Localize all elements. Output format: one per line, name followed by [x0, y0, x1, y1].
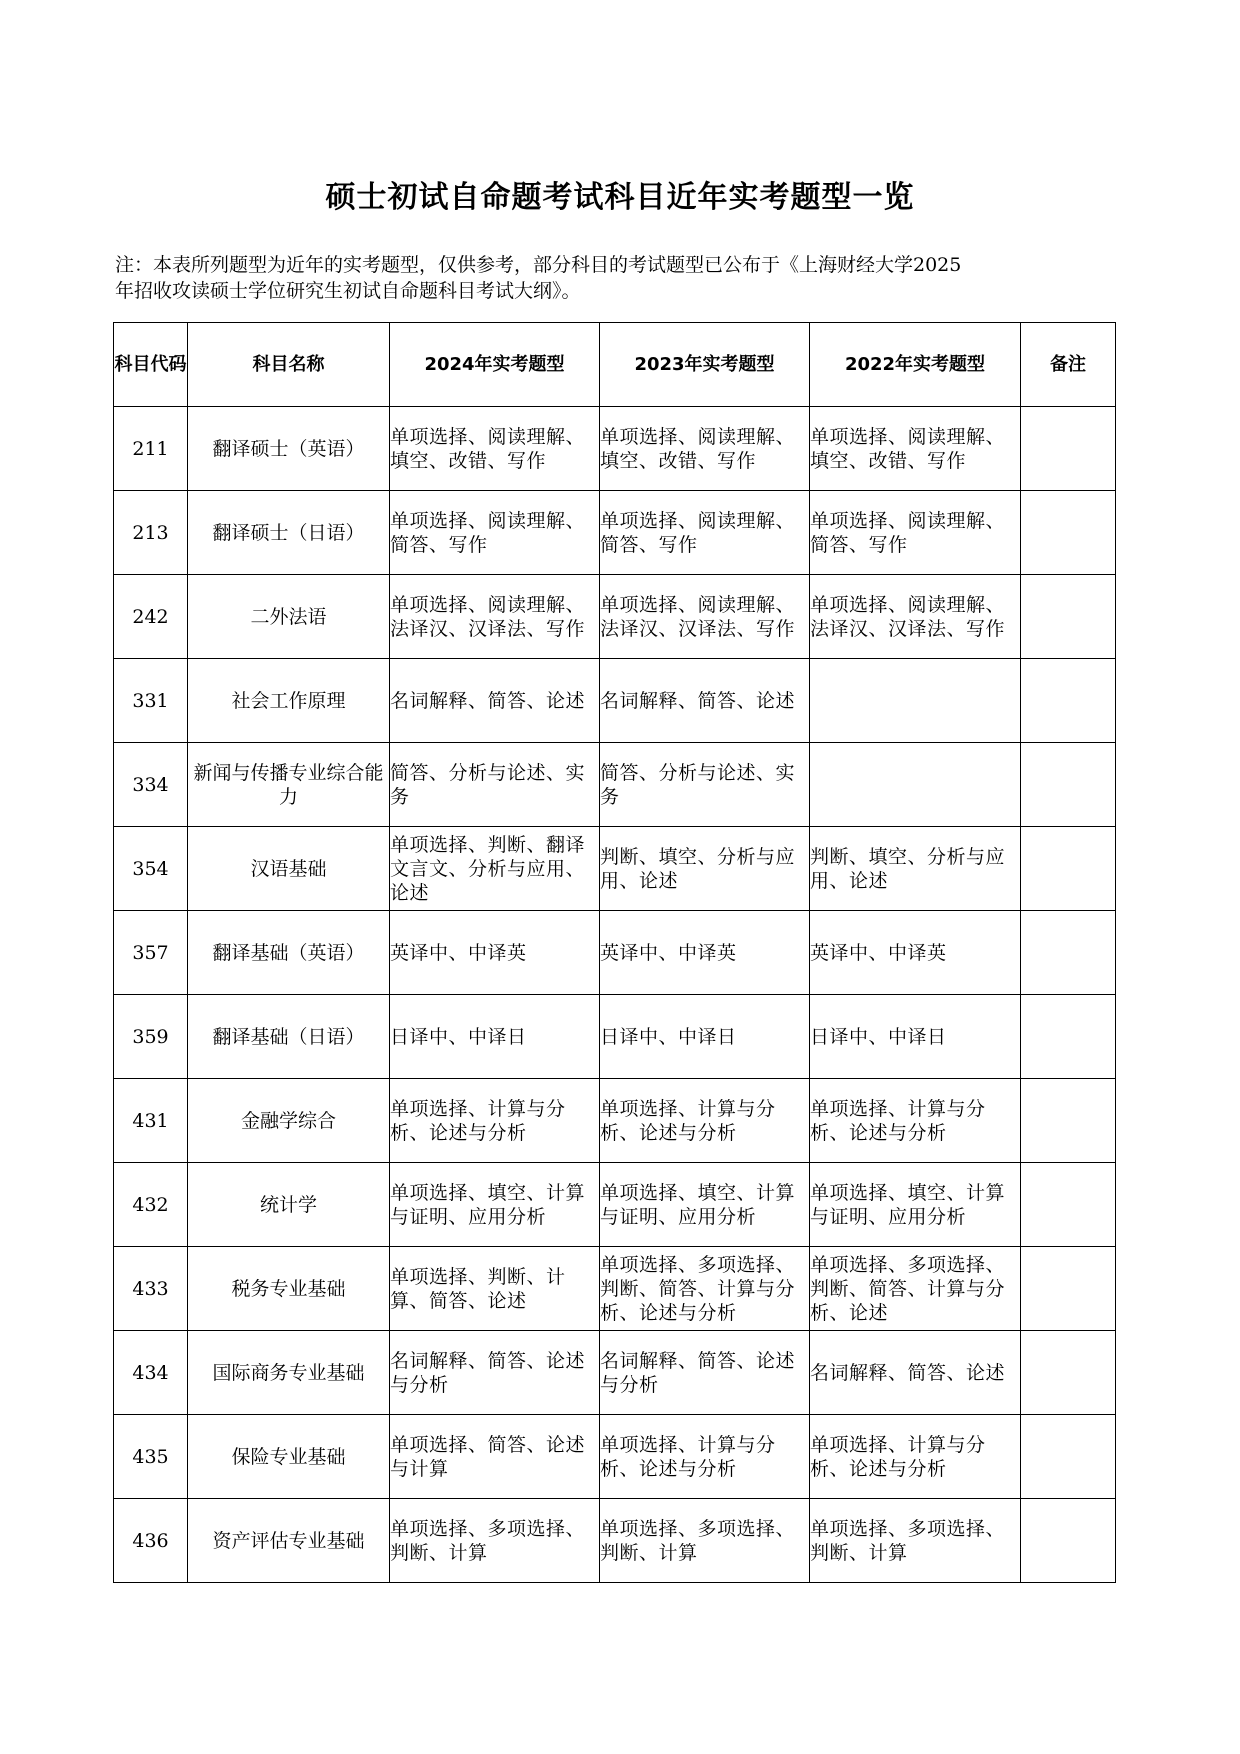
cell-name: 新闻与传播专业综合能力 [188, 743, 390, 827]
cell-code: 431 [114, 1079, 188, 1163]
cell-2022: 判断、填空、分析与应用、论述 [810, 827, 1021, 911]
cell-2023: 英译中、中译英 [600, 911, 810, 995]
cell-2023: 判断、填空、分析与应用、论述 [600, 827, 810, 911]
table-row [114, 911, 1116, 995]
cell-2022: 单项选择、计算与分析、论述与分析 [810, 1415, 1021, 1499]
cell-code: 354 [114, 827, 188, 911]
cell-remark [1021, 575, 1116, 659]
header-2022: 2022年实考题型 [810, 323, 1021, 407]
cell-remark [1021, 1247, 1116, 1331]
cell-2022: 日译中、中译日 [810, 995, 1021, 1079]
note-line-2: 年招收攻读硕士学位研究生初试自命题科目考试大纲》。 [115, 280, 581, 302]
header-name: 科目名称 [188, 323, 390, 407]
cell-name: 统计学 [188, 1163, 390, 1247]
cell-remark [1021, 659, 1116, 743]
cell-remark [1021, 407, 1116, 491]
note [115, 252, 1115, 304]
exam-type-table [113, 322, 1116, 1583]
cell-remark [1021, 1331, 1116, 1415]
header-2023: 2023年实考题型 [600, 323, 810, 407]
cell-remark [1021, 1079, 1116, 1163]
cell-2024: 单项选择、阅读理解、填空、改错、写作 [390, 407, 600, 491]
cell-code: 433 [114, 1247, 188, 1331]
cell-name: 翻译基础（英语） [188, 911, 390, 995]
cell-code: 436 [114, 1499, 188, 1583]
cell-2022: 英译中、中译英 [810, 911, 1021, 995]
cell-remark [1021, 1499, 1116, 1583]
cell-remark [1021, 911, 1116, 995]
cell-2024: 英译中、中译英 [390, 911, 600, 995]
cell-code: 359 [114, 995, 188, 1079]
cell-code: 211 [114, 407, 188, 491]
cell-2022: 单项选择、计算与分析、论述与分析 [810, 1079, 1021, 1163]
table-row [114, 659, 1116, 743]
cell-2022: 单项选择、阅读理解、法译汉、汉译法、写作 [810, 575, 1021, 659]
table-row [114, 575, 1116, 659]
cell-2023: 单项选择、阅读理解、法译汉、汉译法、写作 [600, 575, 810, 659]
cell-2024: 日译中、中译日 [390, 995, 600, 1079]
cell-2022 [810, 743, 1021, 827]
cell-remark [1021, 995, 1116, 1079]
cell-remark [1021, 1163, 1116, 1247]
cell-2023: 名词解释、简答、论述与分析 [600, 1331, 810, 1415]
table-row [114, 1163, 1116, 1247]
cell-remark [1021, 827, 1116, 911]
note-line-1: 注：本表所列题型为近年的实考题型，仅供参考，部分科目的考试题型已公布于《上海财经大学2025 [115, 254, 962, 276]
header-code: 科目代码 [114, 323, 188, 407]
table-row [114, 1331, 1116, 1415]
cell-2022: 单项选择、阅读理解、简答、写作 [810, 491, 1021, 575]
cell-2023: 单项选择、多项选择、判断、简答、计算与分析、论述与分析 [600, 1247, 810, 1331]
cell-remark [1021, 491, 1116, 575]
table-body [114, 407, 1116, 1583]
table-row [114, 1247, 1116, 1331]
cell-name: 二外法语 [188, 575, 390, 659]
cell-2023: 日译中、中译日 [600, 995, 810, 1079]
cell-2024: 单项选择、简答、论述与计算 [390, 1415, 600, 1499]
cell-code: 435 [114, 1415, 188, 1499]
cell-name: 翻译硕士（英语） [188, 407, 390, 491]
cell-2022: 名词解释、简答、论述 [810, 1331, 1021, 1415]
table-row [114, 407, 1116, 491]
cell-name: 社会工作原理 [188, 659, 390, 743]
table-header-row [114, 323, 1116, 407]
cell-name: 资产评估专业基础 [188, 1499, 390, 1583]
table-row [114, 491, 1116, 575]
cell-2024: 名词解释、简答、论述 [390, 659, 600, 743]
cell-2024: 单项选择、多项选择、判断、计算 [390, 1499, 600, 1583]
cell-2022: 单项选择、多项选择、判断、简答、计算与分析、论述 [810, 1247, 1021, 1331]
cell-2023: 单项选择、多项选择、判断、计算 [600, 1499, 810, 1583]
cell-2022: 单项选择、填空、计算与证明、应用分析 [810, 1163, 1021, 1247]
cell-2023: 单项选择、计算与分析、论述与分析 [600, 1415, 810, 1499]
table-row [114, 743, 1116, 827]
cell-2023: 单项选择、阅读理解、简答、写作 [600, 491, 810, 575]
cell-2023: 单项选择、阅读理解、填空、改错、写作 [600, 407, 810, 491]
cell-remark [1021, 743, 1116, 827]
header-2024: 2024年实考题型 [390, 323, 600, 407]
cell-2024: 单项选择、填空、计算与证明、应用分析 [390, 1163, 600, 1247]
cell-2023: 单项选择、填空、计算与证明、应用分析 [600, 1163, 810, 1247]
cell-2022: 单项选择、多项选择、判断、计算 [810, 1499, 1021, 1583]
cell-name: 翻译基础（日语） [188, 995, 390, 1079]
cell-2023: 简答、分析与论述、实务 [600, 743, 810, 827]
cell-2024: 单项选择、判断、计算、简答、论述 [390, 1247, 600, 1331]
cell-2024: 名词解释、简答、论述与分析 [390, 1331, 600, 1415]
cell-name: 保险专业基础 [188, 1415, 390, 1499]
page-title: 硕士初试自命题考试科目近年实考题型一览 [325, 180, 915, 215]
cell-name: 翻译硕士（日语） [188, 491, 390, 575]
cell-2022: 单项选择、阅读理解、填空、改错、写作 [810, 407, 1021, 491]
table-row [114, 1079, 1116, 1163]
cell-2024: 单项选择、阅读理解、法译汉、汉译法、写作 [390, 575, 600, 659]
cell-remark [1021, 1415, 1116, 1499]
cell-name: 税务专业基础 [188, 1247, 390, 1331]
cell-2022 [810, 659, 1021, 743]
cell-2024: 单项选择、阅读理解、简答、写作 [390, 491, 600, 575]
cell-name: 金融学综合 [188, 1079, 390, 1163]
cell-2024: 单项选择、计算与分析、论述与分析 [390, 1079, 600, 1163]
table-row [114, 1415, 1116, 1499]
cell-code: 357 [114, 911, 188, 995]
cell-2023: 单项选择、计算与分析、论述与分析 [600, 1079, 810, 1163]
cell-name: 国际商务专业基础 [188, 1331, 390, 1415]
cell-name: 汉语基础 [188, 827, 390, 911]
table-row [114, 827, 1116, 911]
cell-2024: 单项选择、判断、翻译文言文、分析与应用、论述 [390, 827, 600, 911]
cell-code: 434 [114, 1331, 188, 1415]
cell-code: 242 [114, 575, 188, 659]
table-row [114, 1499, 1116, 1583]
cell-2023: 名词解释、简答、论述 [600, 659, 810, 743]
cell-2024: 简答、分析与论述、实务 [390, 743, 600, 827]
cell-code: 432 [114, 1163, 188, 1247]
table-row [114, 995, 1116, 1079]
header-remark: 备注 [1021, 323, 1116, 407]
cell-code: 331 [114, 659, 188, 743]
cell-code: 213 [114, 491, 188, 575]
cell-code: 334 [114, 743, 188, 827]
